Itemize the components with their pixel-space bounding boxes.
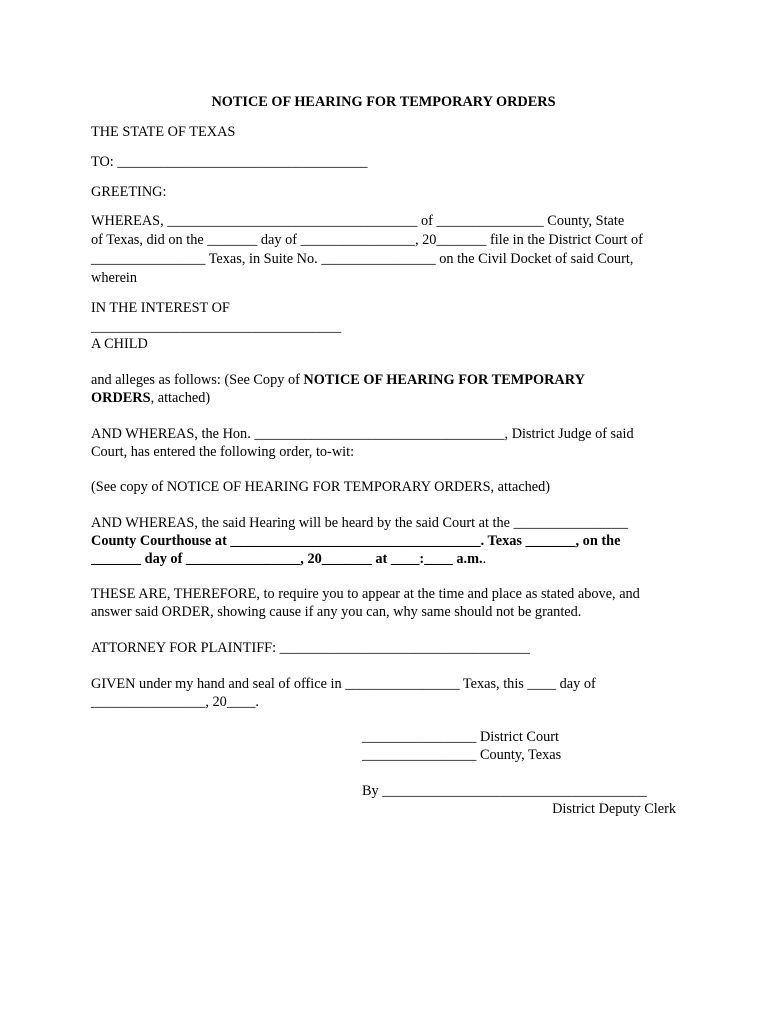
signature-county-line: ________________ County, Texas — [362, 747, 562, 763]
therefore-line-2: answer said ORDER, showing cause if any you can, why same should not be granted. — [91, 604, 582, 620]
hon-line-1: AND WHEREAS, the Hon. ___________________________________, District Judge of said — [91, 426, 634, 442]
interest-child: A CHILD — [91, 336, 148, 352]
signature-clerk-title: District Deputy Clerk — [552, 801, 676, 817]
given-line-1: GIVEN under my hand and seal of office in ________________ Texas, this ____ day of — [91, 676, 596, 692]
to-line: TO: ___________________________________ — [91, 154, 368, 170]
see-copy-line: (See copy of NOTICE OF HEARING FOR TEMPORARY ORDERS, attached) — [91, 479, 551, 495]
given-paragraph — [91, 675, 676, 711]
hon-line-2: Court, has entered the following order, to-wit: — [91, 444, 355, 460]
whereas-line-2: of Texas, did on the _______ day of ________________, 20_______ file in the District Court of — [91, 232, 643, 248]
attorney-line: ATTORNEY FOR PLAINTIFF: ___________________________________ — [91, 640, 530, 656]
interest-blank: ___________________________________ — [91, 319, 342, 335]
alleges-paragraph — [91, 371, 676, 407]
whereas-line-3: ________________ Texas, in Suite No. ________________ on the Civil Docket of said Court, — [91, 251, 634, 267]
interest-label: IN THE INTEREST OF — [91, 300, 230, 316]
state-line: THE STATE OF TEXAS — [91, 124, 236, 140]
hearing-line-3: _______ day of ________________, 20_______ at ____:____ a.m. — [91, 551, 483, 567]
alleges-bold-2: ORDERS — [91, 390, 151, 406]
document-title: NOTICE OF HEARING FOR TEMPORARY ORDERS — [211, 94, 556, 110]
given-line-2: ________________, 20____. — [91, 694, 259, 710]
alleges-bold-1: NOTICE OF HEARING FOR TEMPORARY — [303, 372, 585, 388]
whereas-paragraph — [91, 212, 676, 287]
therefore-line-1: THESE ARE, THEREFORE, to require you to appear at the time and place as stated above, and — [91, 586, 640, 602]
therefore-paragraph — [91, 585, 676, 621]
hearing-paragraph — [91, 514, 676, 568]
whereas-line-4: wherein — [91, 270, 138, 286]
hearing-line-2: County Courthouse at ___________________________________. Texas _______, on the — [91, 533, 621, 549]
alleges-pre: and alleges as follows: (See Copy of — [91, 372, 304, 388]
alleges-post: , attached) — [150, 390, 211, 406]
signature-by-line: By _____________________________________ — [362, 783, 647, 799]
greeting-line: GREETING: — [91, 184, 167, 200]
hearing-line-1: AND WHEREAS, the said Hearing will be heard by the said Court at the ________________ — [91, 515, 628, 531]
hearing-line-3-end: . — [482, 551, 487, 567]
hon-paragraph — [91, 425, 676, 461]
signature-court-line: ________________ District Court — [362, 729, 559, 745]
whereas-line-1: WHEREAS, ___________________________________ of _______________ County, State — [91, 213, 625, 229]
